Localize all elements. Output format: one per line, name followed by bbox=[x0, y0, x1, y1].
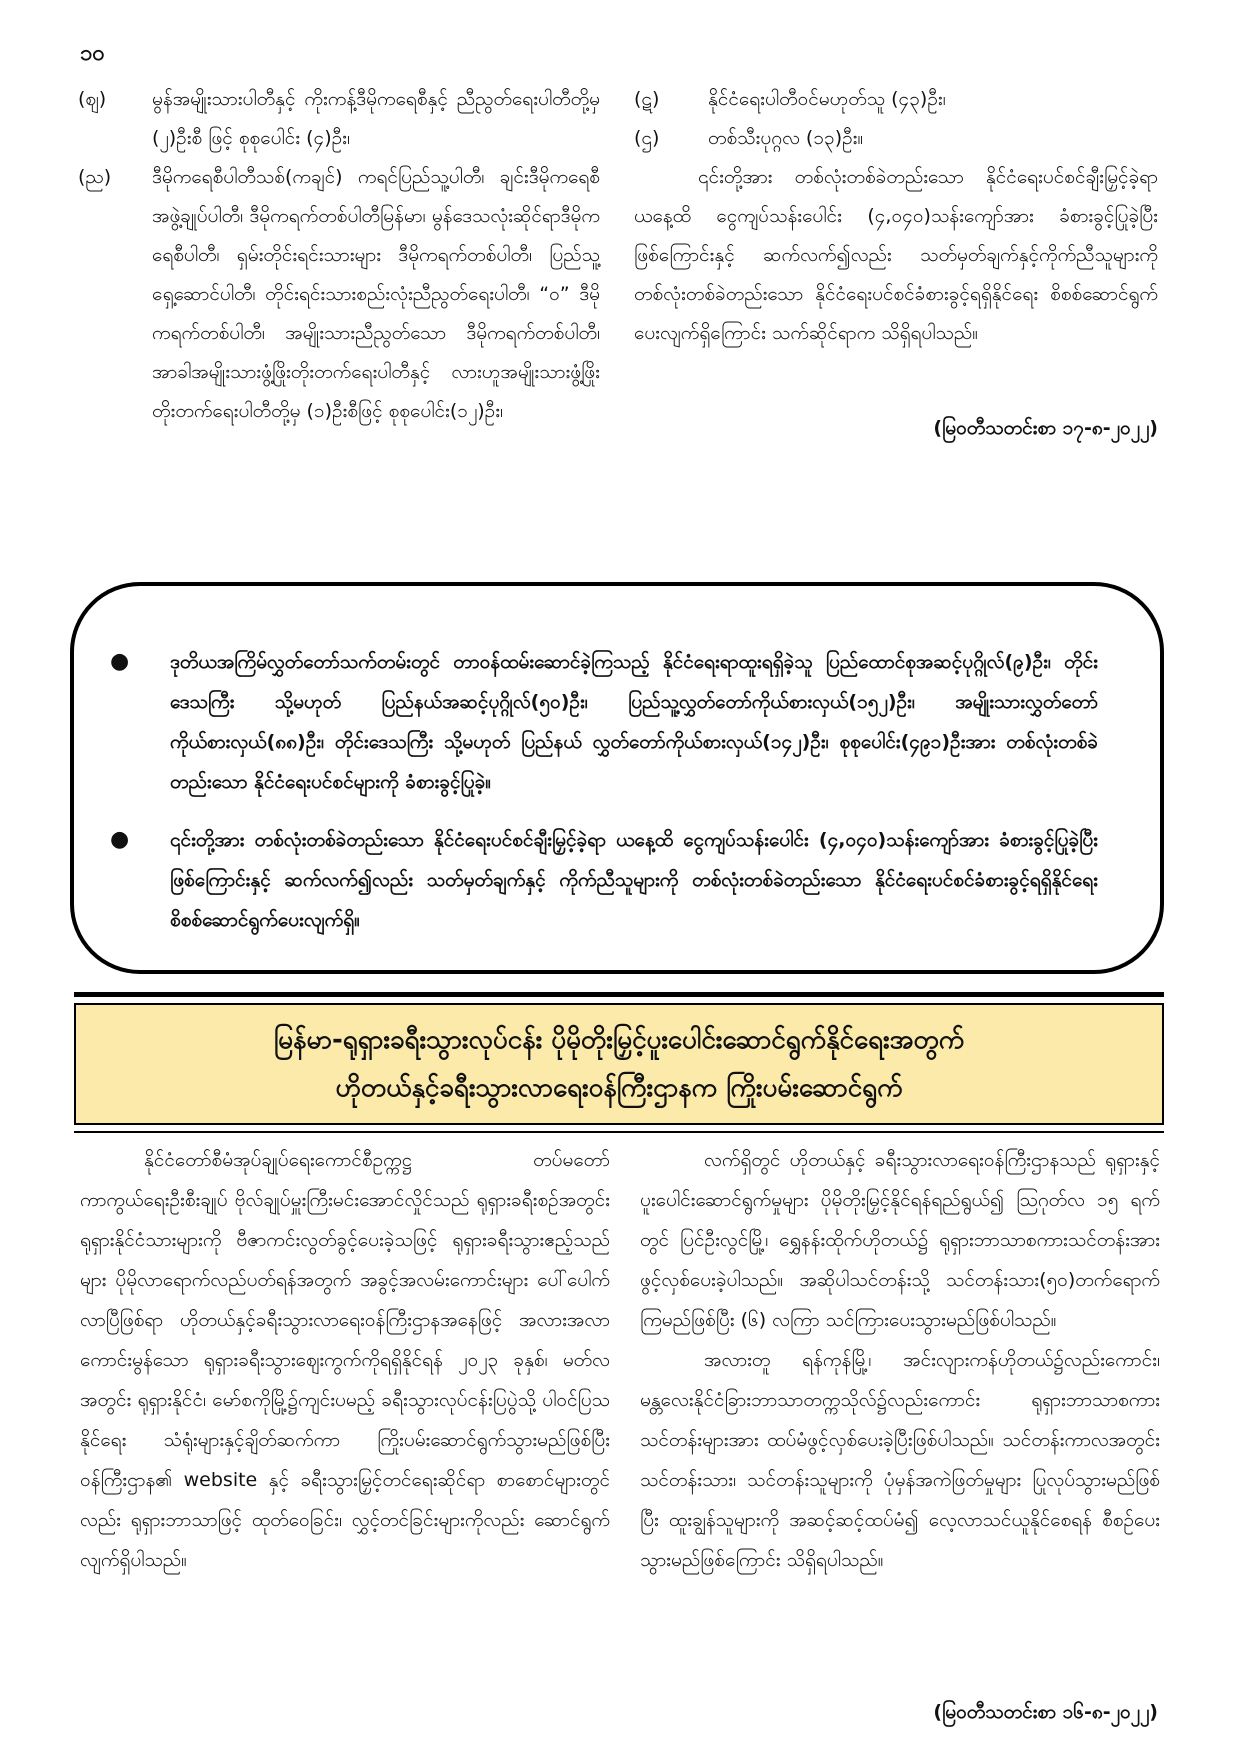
list-item bbox=[78, 158, 600, 431]
headline-banner bbox=[74, 1003, 1164, 1125]
top-left-column bbox=[78, 80, 600, 431]
headline-line-2: ဟိုတယ်နှင့်ခရီးသွားလာရေးဝန်ကြီးဌာနက ကြိုးပမ်းဆောင်ရွက် bbox=[335, 1073, 903, 1103]
list-item-text: တစ်သီးပုဂ္ဂလ (၁၃)ဦး။ bbox=[708, 127, 864, 149]
bullet-icon: ● bbox=[110, 827, 130, 852]
list-item-text: မွန်အမျိုးသားပါတီနှင့် ကိုးကန့်ဒီမိုကရေစီနှင့် ညီညွတ်ရေးပါတီတို့မှ (၂)ဦးစီ ဖြင့် စုစုပေါင်း (၄)ဦး၊ bbox=[152, 88, 600, 149]
bottom-right-column bbox=[640, 1140, 1160, 1580]
list-item-label: (ဈ) bbox=[78, 88, 107, 110]
article-paragraph: လက်ရှိတွင် ဟိုတယ်နှင့် ခရီးသွားလာရေးဝန်ကြီးဌာနသည် ရုရှားနှင့်ပူးပေါင်းဆောင်ရွက်မှုများ ပိုမိုတိုးမြှင့်နိုင်ရန်ရည်ရွယ်၍ ဩဂုတ်လ ၁၅ ရက်တွင် ပြင်ဦးလွင်မြို့၊ ရွှေနန်းထိုက်ဟိုတယ်၌ ရုရှားဘာသာစကားသင်တန်းအား ဖွင့်လှစ်ပေးခဲ့ပါသည်။ အဆိုပါသင်တန်းသို့ သင်တန်းသား(၅၀)တက်ရောက်ကြမည်ဖြစ်ပြီး (၆) လကြာ သင်ကြားပေးသွားမည်ဖြစ်ပါသည်။ bbox=[640, 1149, 1160, 1331]
headline-line-1: မြန်မာ-ရုရှားခရီးသွားလုပ်ငန်း ပိုမိုတိုးမြှင့်ပူးပေါင်းဆောင်ရွက်နိုင်ရေးအတွက် bbox=[273, 1025, 965, 1055]
list-item-label: (ဋ) bbox=[634, 88, 660, 110]
list-item-label: (ဌ) bbox=[634, 127, 660, 149]
article-paragraph: ၎င်းတို့အား တစ်လုံးတစ်ခဲတည်းသော နိုင်ငံရေးပင်စင်ချီးမြှင့်ခဲ့ရာ ယနေ့ထိ ငွေကျပ်သန်းပေါင်း (၄,၀၄၀)သန်းကျော်အား ခံစားခွင့်ပြုခဲ့ပြီးဖြစ်ကြောင်းနှင့် ဆက်လက်၍လည်း သတ်မှတ်ချက်နှင့်ကိုက်ညီသူများကို တစ်လုံးတစ်ခဲတည်းသော နိုင်ငံရေးပင်စင်ခံစားခွင့်ရရှိနိုင်ရေး စိစစ်ဆောင်ရွက်ပေးလျက်ရှိကြောင်း သက်ဆိုင်ရာက သိရှိရပါသည်။ bbox=[634, 166, 1158, 344]
list-item-text: ဒီမိုကရေစီပါတီသစ်(ကချင်) ကရင်ပြည်သူ့ပါတီ၊ ချင်းဒီမိုကရေစီအဖွဲ့ချုပ်ပါတီ၊ ဒီမိုကရက်တစ်ပါတီမြန်မာ၊ မွန်ဒေသလုံးဆိုင်ရာဒီမိုကရေစီပါတီ၊ ရှမ်းတိုင်းရင်းသားများ ဒီမိုကရက်တစ်ပါတီ၊ ပြည်သူ့ရှေ့ဆောင်ပါတီ၊ တိုင်းရင်းသားစည်းလုံးညီညွတ်ရေးပါတီ၊ “ဝ” ဒီမိုကရက်တစ်ပါတီ၊ အမျိုးသားညီညွတ်သော ဒီမိုကရက်တစ်ပါတီ၊ အာခါအမျိုးသားဖွံ့ဖြိုးတိုးတက်ရေးပါတီနှင့် လားဟူအမျိုးသားဖွံ့ဖြိုးတိုးတက်ရေးပါတီတို့မှ (၁)ဦးစီဖြင့် စုစုပေါင်း(၁၂)ဦး၊ bbox=[152, 166, 600, 422]
bullet-text: ဒုတိယအကြိမ်လွှတ်တော်သက်တမ်းတွင် တာဝန်ထမ်းဆောင်ခဲ့ကြသည့် နိုင်ငံရေးရာထူးရရှိခဲ့သူ ပြည်ထောင်စုအဆင့်ပုဂ္ဂိုလ်(၉)ဦး၊ တိုင်းဒေသကြီး သို့မဟုတ် ပြည်နယ်အဆင့်ပုဂ္ဂိုလ်(၅၀)ဦး၊ ပြည်သူ့လွှတ်တော်ကိုယ်စားလှယ်(၁၅၂)ဦး၊ အမျိုးသားလွှတ်တော်ကိုယ်စားလှယ်(၈၈)ဦး၊ တိုင်းဒေသကြီး သို့မဟုတ် ပြည်နယ် လွှတ်တော်ကိုယ်စားလှယ်(၁၄၂)ဦး၊ စုစုပေါင်း(၄၉၁)ဦးအား တစ်လုံးတစ်ခဲတည်းသော နိုင်ငံရေးပင်စင်များကို ခံစားခွင့်ပြုခဲ့။ bbox=[170, 651, 1098, 793]
page-number: ၁၀ bbox=[80, 41, 105, 66]
bullet-text: ၎င်းတို့အား တစ်လုံးတစ်ခဲတည်းသော နိုင်ငံရေးပင်စင်ချီးမြှင့်ခဲ့ရာ ယနေ့ထိ ငွေကျပ်သန်းပေါင်း (၄,၀၄၀)သန်းကျော်အား ခံစားခွင့်ပြုခဲ့ပြီးဖြစ်ကြောင်းနှင့် ဆက်လက်၍လည်း သတ်မှတ်ချက်နှင့် ကိုက်ညီသူများကို တစ်လုံးတစ်ခဲတည်းသော နိုင်ငံရေးပင်စင်ခံစားခွင့်ရရှိနိုင်ရေး စိစစ်ဆောင်ရွက်ပေးလျက်ရှိ။ bbox=[170, 829, 1098, 931]
top-article bbox=[78, 80, 1158, 550]
bottom-left-column bbox=[80, 1140, 610, 1580]
article-paragraph: အလားတူ ရန်ကုန်မြို့၊ အင်းလျားကန်ဟိုတယ်၌လည်းကောင်း၊ မန္တလေးနိုင်ငံခြားဘာသာတက္ကသိုလ်၌လည်းကောင်း ရုရှားဘာသာစကားသင်တန်းများအား ထပ်မံဖွင့်လှစ်ပေးခဲ့ပြီးဖြစ်ပါသည်။ သင်တန်းကာလအတွင်း သင်တန်းသား၊ သင်တန်းသူများကို ပုံမှန်အကဲဖြတ်မှုများ ပြုလုပ်သွားမည်ဖြစ်ပြီး ထူးချွန်သူများကို အဆင့်ဆင့်ထပ်မံ၍ လေ့လာသင်ယူနိုင်စေရန် စီစဉ်ပေးသွားမည်ဖြစ်ကြောင်း သိရှိရပါသည်။ bbox=[640, 1349, 1160, 1571]
list-item bbox=[634, 80, 1158, 119]
top-right-column bbox=[634, 80, 1158, 448]
list-item bbox=[634, 119, 1158, 158]
list-item-label: (ည) bbox=[78, 166, 112, 188]
article-paragraph: နိုင်ငံတော်စီမံအုပ်ချုပ်ရေးကောင်စီဥက္ကဋ္ဌ တပ်မတော်ကာကွယ်ရေးဦးစီးချုပ် ဗိုလ်ချုပ်မှူးကြီးမင်းအောင်လှိုင်သည် ရုရှားခရီးစဉ်အတွင်း ရုရှားနိုင်ငံသားများကို ဗီဇာကင်းလွတ်ခွင့်ပေးခဲ့သဖြင့် ရုရှားခရီးသွားဧည့်သည်များ ပိုမိုလာရောက်လည်ပတ်ရန်အတွက် အခွင့်အလမ်းကောင်းများ ပေါ်ပေါက်လာပြီဖြစ်ရာ ဟိုတယ်နှင့်ခရီးသွားလာရေးဝန်ကြီးဌာနအနေဖြင့် အလားအလာကောင်းမွန်သော ရုရှားခရီးသွားဈေးကွက်ကိုရရှိနိုင်ရန် ၂၀၂၃ ခုနှစ်၊ မတ်လအတွင်း ရုရှားနိုင်ငံ၊ မော်စကိုမြို့၌ကျင်းပမည့် ခရီးသွားလုပ်ငန်းပြပွဲသို့ ပါဝင်ပြသနိုင်ရေး သံရုံးများနှင့်ချိတ်ဆက်ကာ ကြိုးပမ်းဆောင်ရွက်သွားမည်ဖြစ်ပြီး ဝန်ကြီးဌာန၏ website နှင့် ခရီးသွားမြှင့်တင်ရေးဆိုင်ရာ စာစောင်များတွင်လည်း ရုရှားဘာသာဖြင့် ထုတ်ဝေခြင်း၊ လွှင့်တင်ခြင်းများကိုလည်း ဆောင်ရွက်လျက်ရှိပါသည်။ bbox=[80, 1149, 610, 1571]
summary-callout-box bbox=[70, 582, 1164, 974]
source-citation: (မြဝတီသတင်းစာ ၁၇-၈-၂၀၂၂) bbox=[933, 417, 1158, 439]
bullet-icon: ● bbox=[110, 649, 130, 674]
source-citation: (မြဝတီသတင်းစာ ၁၆-၈-၂၀၂၂) bbox=[933, 1701, 1158, 1723]
bottom-article bbox=[80, 1140, 1160, 1690]
list-item-text: နိုင်ငံရေးပါတီဝင်မဟုတ်သူ (၄၃)ဦး၊ bbox=[708, 88, 946, 110]
list-item bbox=[78, 80, 600, 158]
divider-thin bbox=[74, 1131, 1164, 1133]
callout-bullet bbox=[110, 820, 1098, 940]
divider-thick bbox=[74, 992, 1164, 997]
callout-bullet bbox=[110, 642, 1098, 802]
